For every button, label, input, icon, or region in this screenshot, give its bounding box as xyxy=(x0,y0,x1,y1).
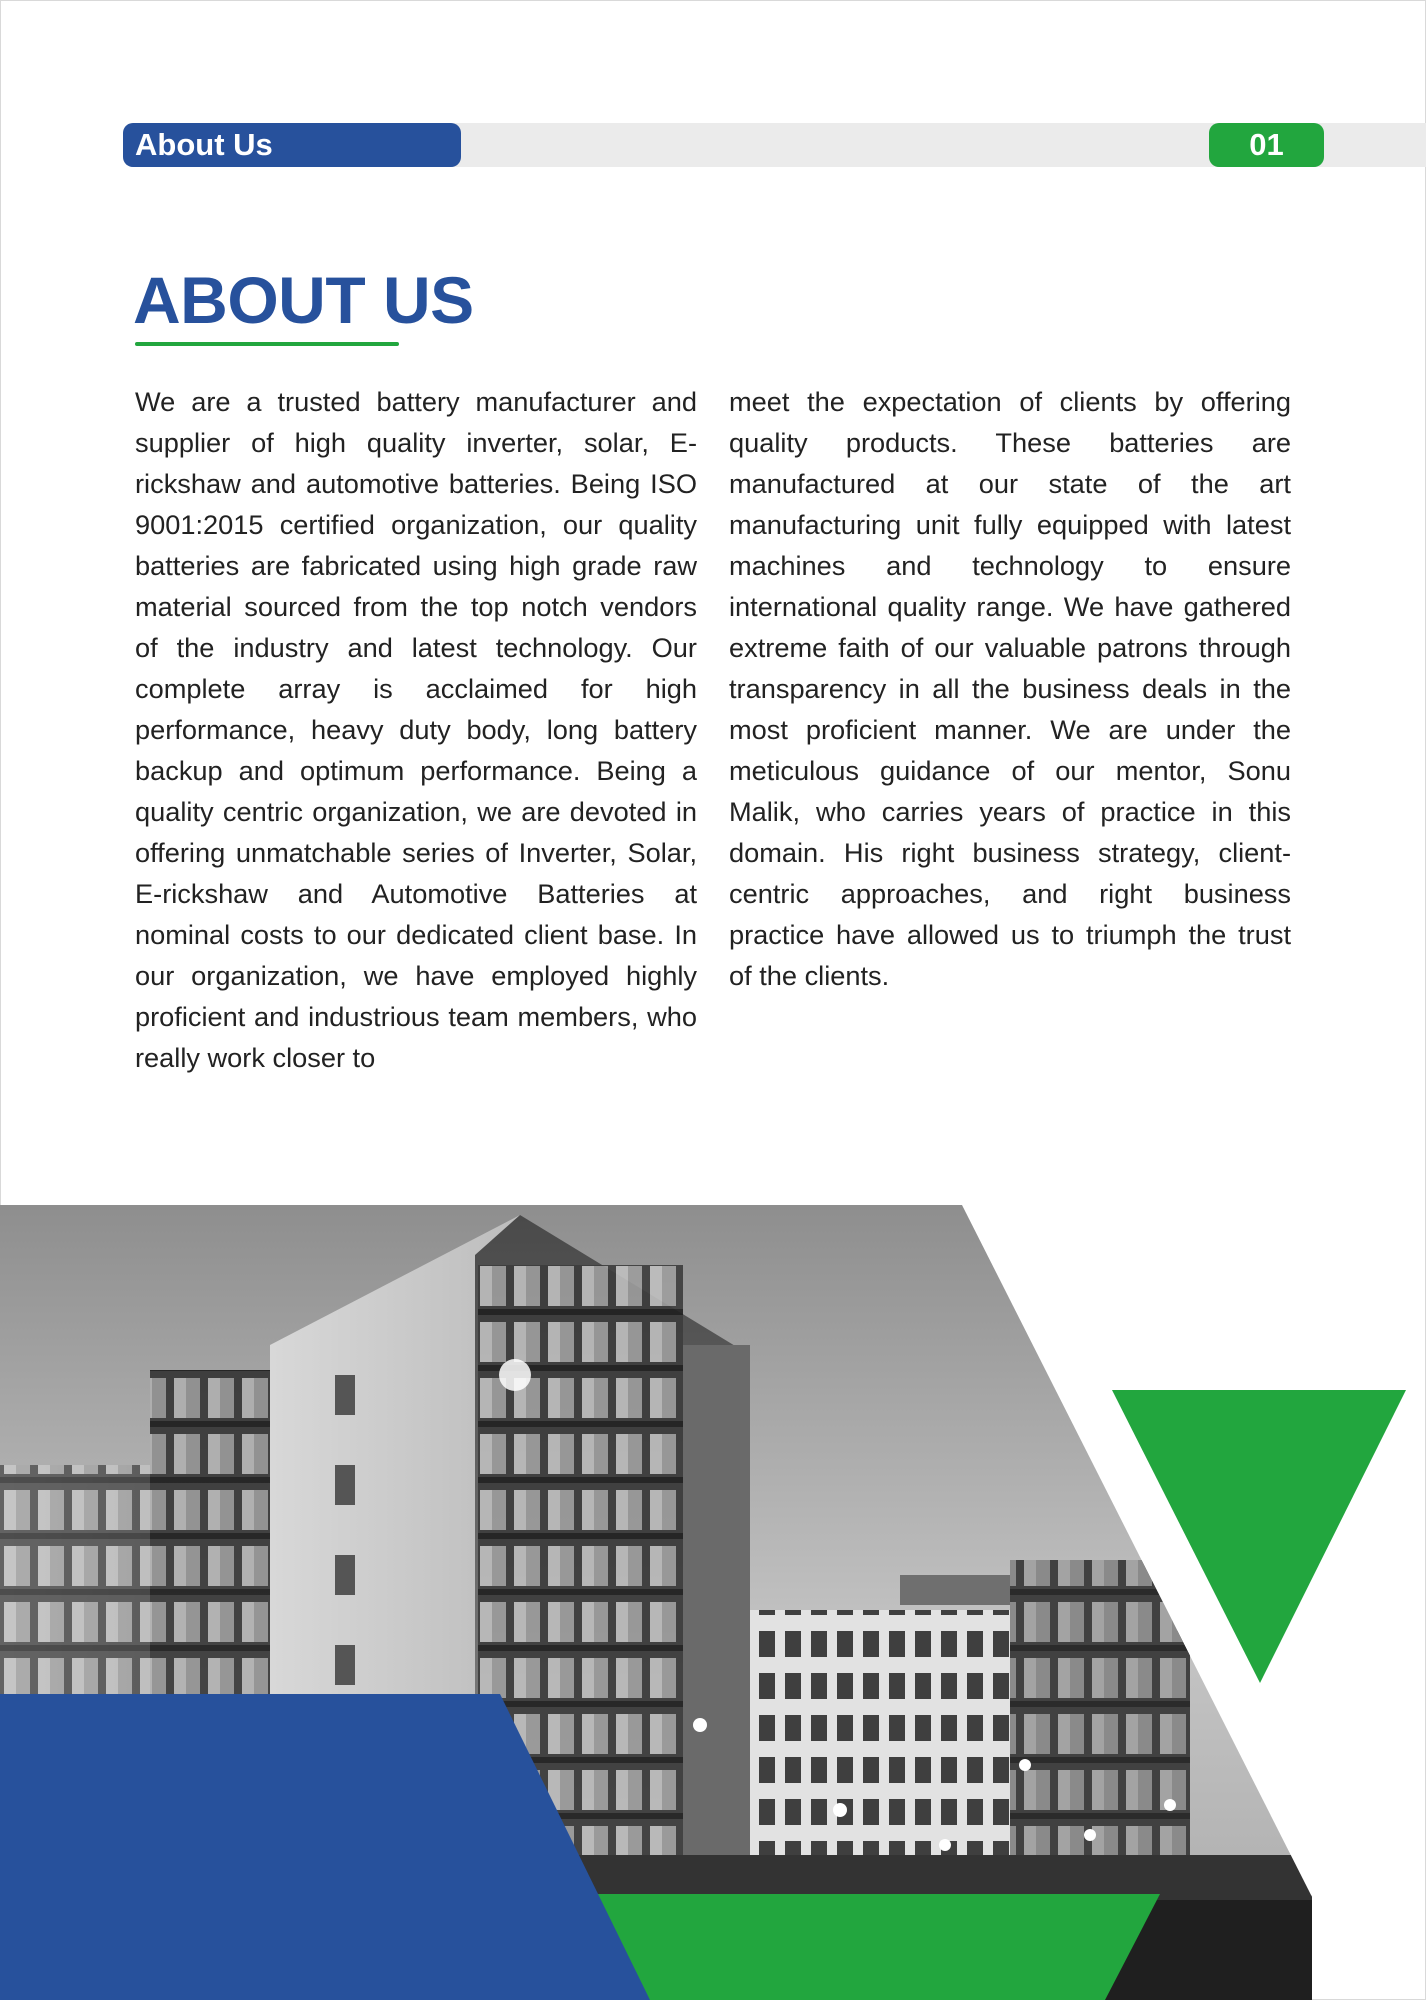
page-number: 01 xyxy=(1249,127,1284,162)
title-underline xyxy=(135,342,399,346)
section-label: About Us xyxy=(135,127,273,162)
body-text-right-column: meet the expectation of clients by offering quality products. These batteries are manufactured at our state of the art manufacturing unit fully equipped with latest machines and technology to ensure international quality range. We have gathered extreme faith of our valuable patrons through transparency in all the business deals in the most proficient manner. We are under the meticulous guidance of our mentor, Sonu Malik, who carries years of practice in this domain. His right business strategy, client-centric approaches, and right business practice have allowed us to triumph the trust of the clients. xyxy=(729,386,1291,991)
section-label-pill xyxy=(123,123,461,167)
body-text-left-column: We are a trusted battery manufacturer and supplier of high quality inverter, solar, E-rickshaw and automotive batteries. Being ISO 9001:2015 certified organization, our quality batteries are fabricated using high grade raw material sourced from the top notch vendors of the industry and latest technology. Our complete array is acclaimed for high performance, heavy duty body, long battery backup and optimum performance. Being a quality centric organization, we are devoted in offering unmatchable series of Inverter, Solar, E-rickshaw and Automotive Batteries at nominal costs to our dedicated client base. In our organization, we have employed highly proficient and industrious team members, who really work closer to xyxy=(135,386,697,1073)
page-number-pill xyxy=(1209,123,1324,167)
building-photo xyxy=(0,1205,1426,2000)
page-title: ABOUT US xyxy=(133,263,474,337)
